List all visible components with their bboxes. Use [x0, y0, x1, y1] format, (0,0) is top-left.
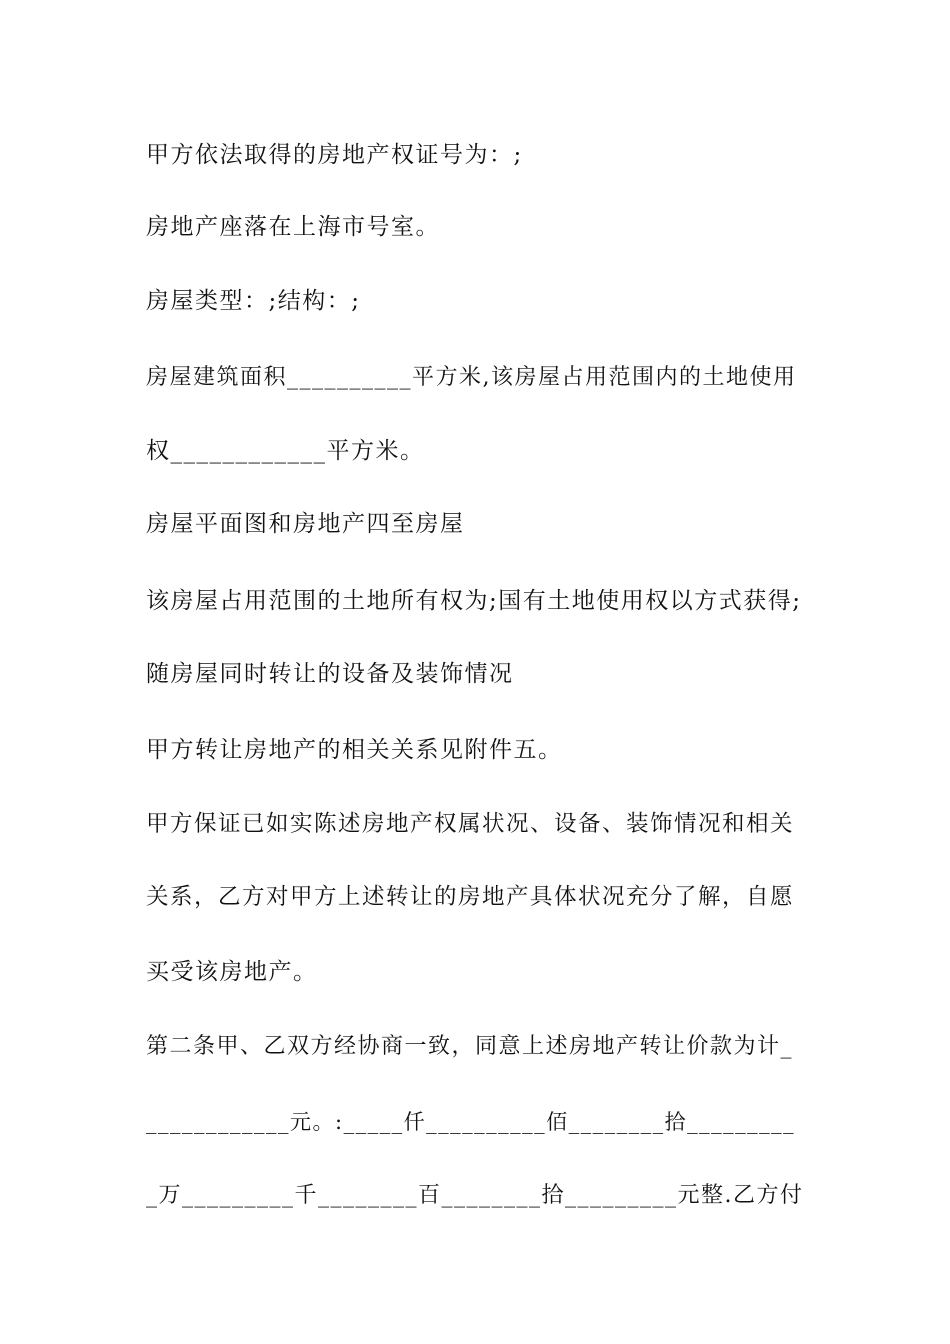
- paragraph-line: 甲方转让房地产的相关关系见附件五。: [146, 737, 563, 763]
- paragraph-line: 房屋类型：;结构：;: [146, 288, 361, 314]
- paragraph-line: 该房屋占用范围的土地所有权为;国有土地使用权以方式获得;: [146, 588, 802, 614]
- paragraph-line: 房屋建筑面积__________平方米,该房屋占用范围内的土地使用: [146, 365, 797, 390]
- paragraph-line: ____________元。:_____仟__________佰________拾_________: [146, 1110, 796, 1134]
- paragraph-line: 第二条甲、乙双方经协商一致，同意上述房地产转让价款为计_: [146, 1034, 794, 1059]
- paragraph-line: _万_________千________百________拾_________元整.乙方付: [146, 1183, 804, 1208]
- paragraph-line: 随房屋同时转让的设备及装饰情况: [146, 661, 514, 687]
- paragraph-line: 甲方依法取得的房地产权证号为：;: [146, 142, 523, 168]
- paragraph-line: 房屋平面图和房地产四至房屋: [146, 511, 465, 537]
- paragraph-line: 甲方保证已如实陈述房地产权属状况、设备、装饰情况和相关: [146, 811, 795, 837]
- paragraph-line: 买受该房地产。: [146, 959, 318, 985]
- paragraph-line: 权____________平方米。: [146, 438, 425, 464]
- paragraph-line: 关系，乙方对甲方上述转让的房地产具体状况充分了解，自愿: [146, 884, 795, 910]
- paragraph-line: 房地产座落在上海市号室。: [146, 214, 440, 240]
